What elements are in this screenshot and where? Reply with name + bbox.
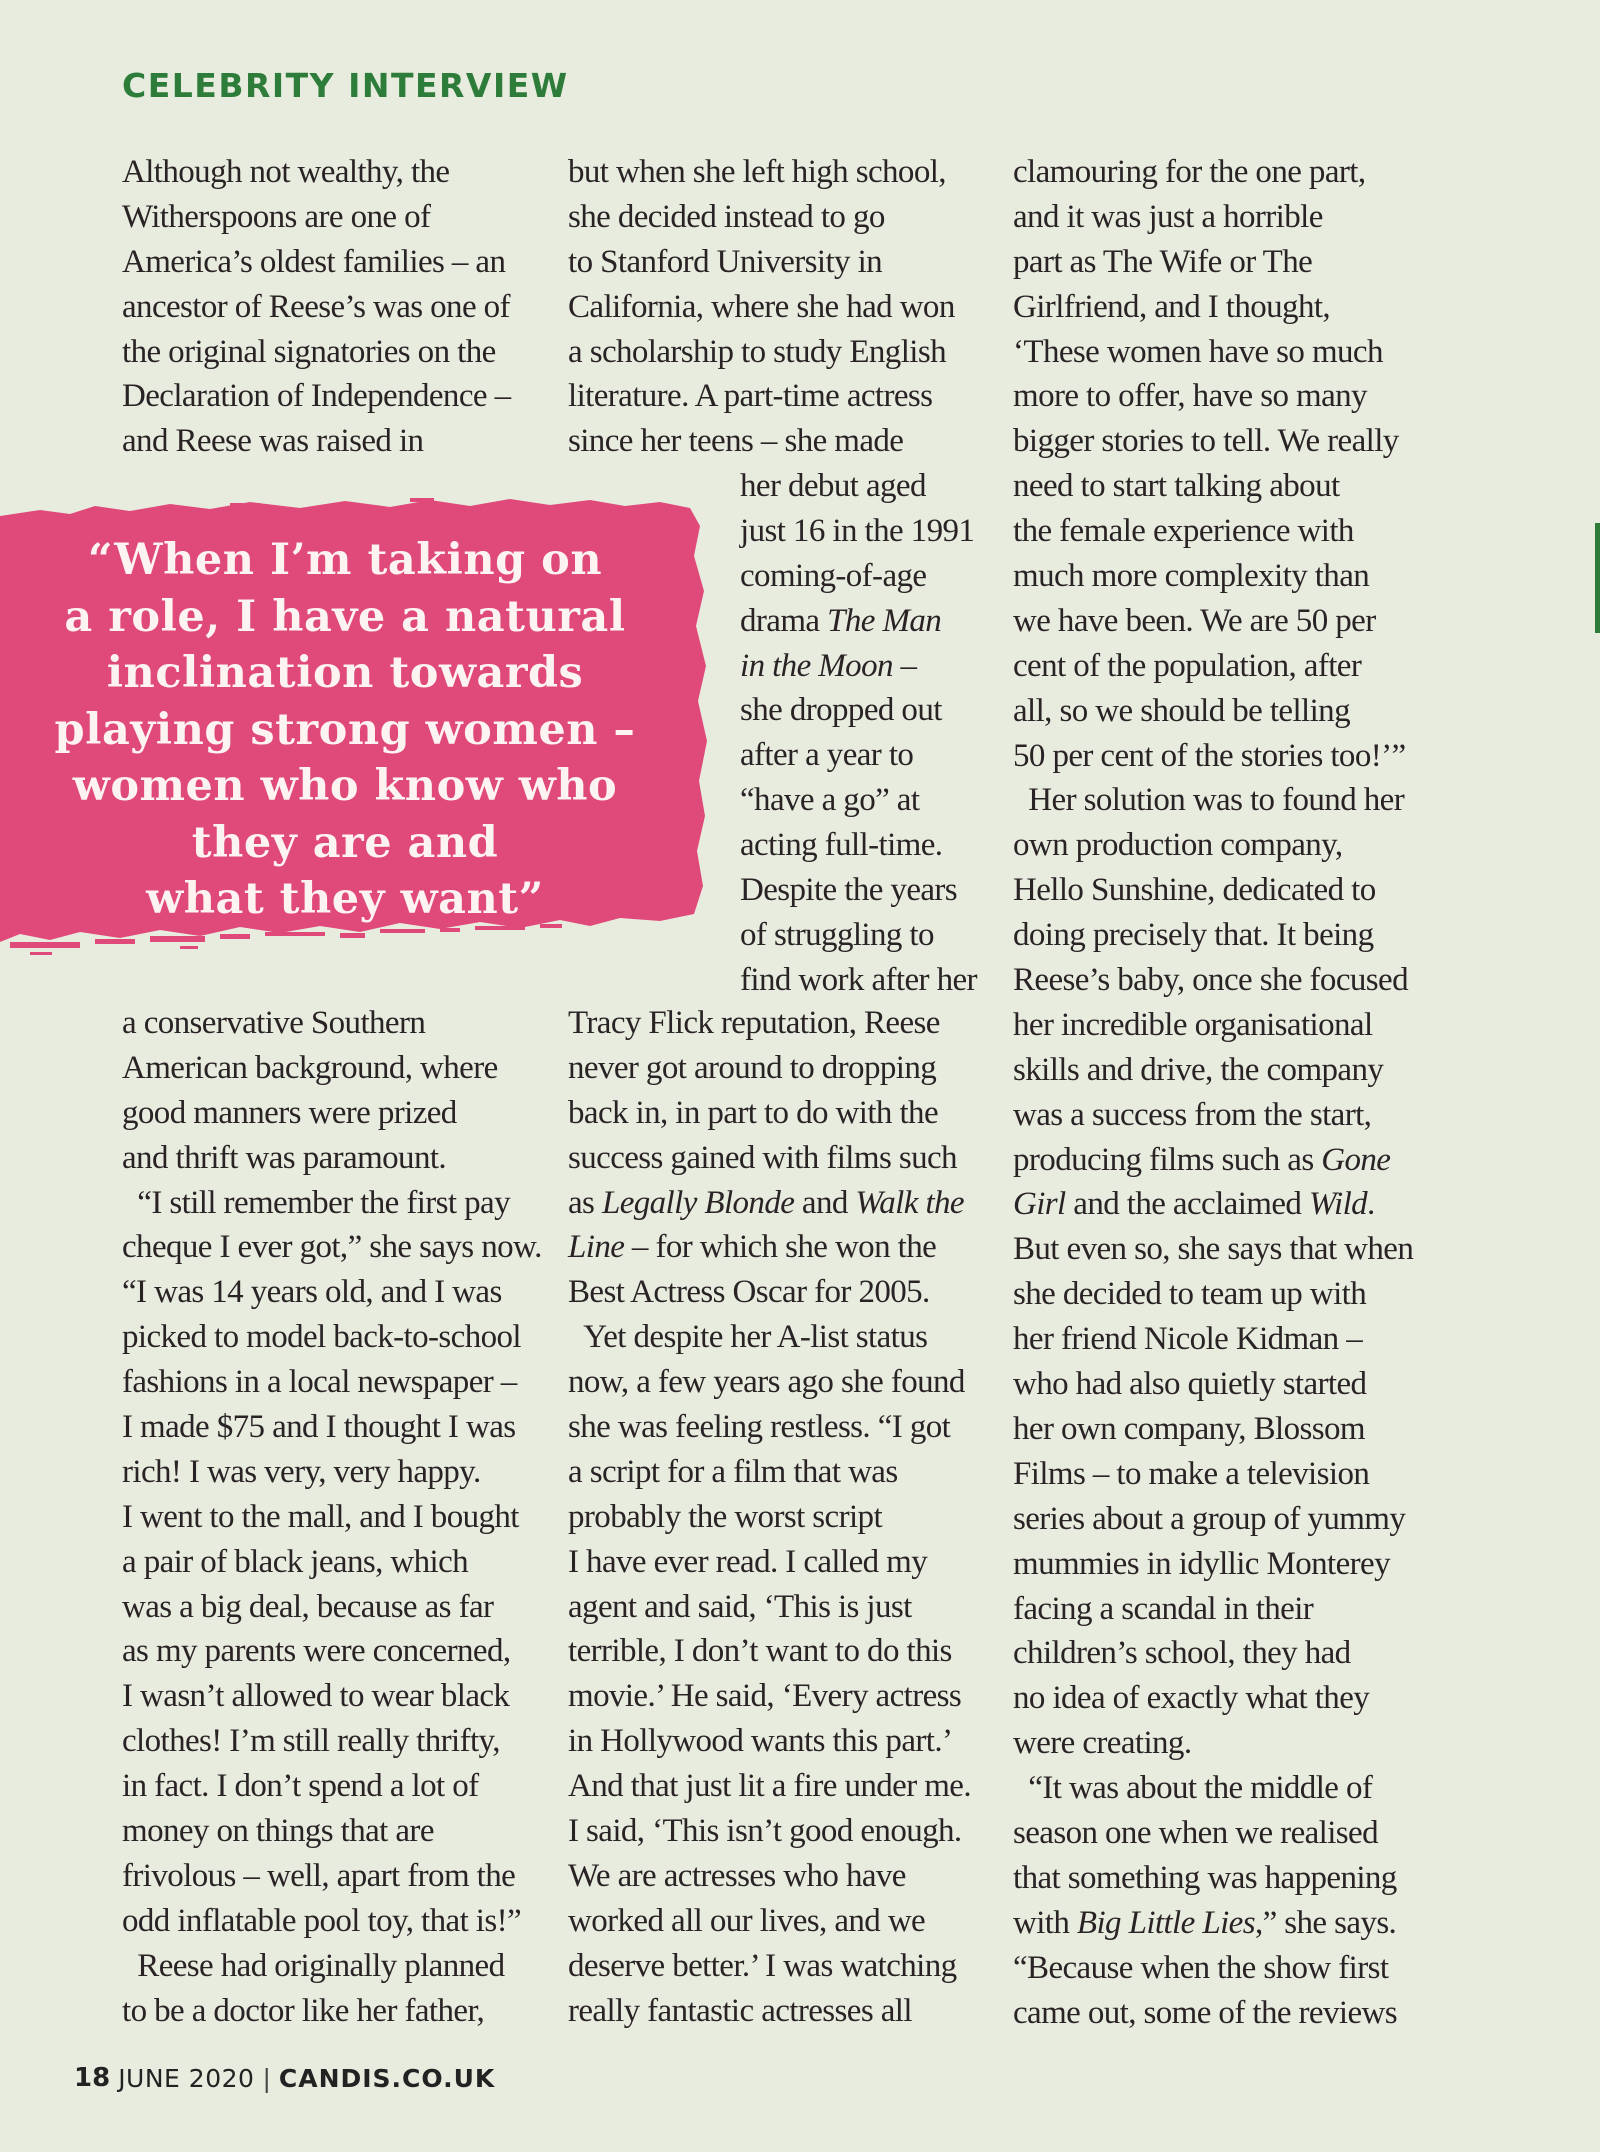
text-line: her own company, Blossom — [1013, 1410, 1365, 1447]
text-line: probably the worst script — [568, 1498, 883, 1535]
text-line: Hello Sunshine, dedicated to — [1013, 872, 1376, 909]
text-line: odd inflatable pool toy, that is!” — [122, 1902, 522, 1939]
text-line: and thrift was paramount. — [122, 1139, 447, 1176]
text-line: facing a scandal in their — [1013, 1590, 1314, 1627]
text-line: Reese had originally planned — [122, 1947, 505, 1984]
text-line: Although not wealthy, the — [122, 154, 450, 190]
film-title: Girl — [1013, 1186, 1066, 1223]
column-2-bottom — [568, 1001, 971, 2033]
text-line: skills and drive, the company — [1013, 1051, 1384, 1088]
text-line: in Hollywood wants this part.’ — [568, 1723, 953, 1760]
text-line — [1013, 1138, 1413, 1183]
text-line: really fantastic actresses all — [568, 1992, 912, 2029]
side-tab-marker — [1595, 523, 1600, 633]
footer-separator: | — [262, 2063, 271, 2093]
text-line: Declaration of Independence – — [122, 378, 511, 415]
text-line: the female experience with — [1013, 513, 1354, 550]
text-line: series about a group of yummy — [1013, 1500, 1406, 1537]
film-title: in the Moon — [740, 647, 893, 684]
text-run: producing films such as — [1013, 1141, 1322, 1178]
text-line: but when she left high school, — [568, 154, 946, 190]
text-line: Tracy Flick reputation, Reese — [568, 1005, 940, 1041]
text-line: a scholarship to study English — [568, 333, 946, 370]
pull-quote — [0, 496, 710, 966]
text-line: came out, some of the reviews — [1013, 1994, 1397, 2031]
pull-quote-line: “When I’m taking on — [87, 535, 603, 585]
text-line: season one when we realised — [1013, 1814, 1378, 1851]
text-line: “have a go” at — [740, 782, 920, 819]
text-line — [1013, 1182, 1413, 1227]
text-line: all, so we should be telling — [1013, 692, 1350, 729]
film-title: Wild — [1308, 1186, 1368, 1223]
text-line: Girlfriend, and I thought, — [1013, 288, 1331, 325]
text-line: Her solution was to found her — [1013, 782, 1405, 819]
film-title: The Man — [827, 602, 942, 639]
text-line: now, a few years ago she found — [568, 1364, 965, 1401]
text-line: her debut aged — [740, 468, 926, 504]
text-line: never got around to dropping — [568, 1049, 937, 1086]
text-line: she decided to team up with — [1013, 1276, 1367, 1313]
pull-quote-line: women who know who — [72, 761, 618, 811]
pull-quote-line: playing strong women – — [54, 704, 636, 755]
pull-quote-line: they are and — [191, 817, 499, 868]
text-line: in fact. I don’t spend a lot of — [122, 1768, 479, 1805]
text-line: cent of the population, after — [1013, 647, 1362, 684]
text-line: doing precisely that. It being — [1013, 917, 1374, 954]
text-line: more to offer, have so many — [1013, 378, 1367, 415]
text-line: Reese’s baby, once she focused — [1013, 962, 1408, 999]
text-line: back in, in part to do with the — [568, 1094, 938, 1131]
text-line: cheque I ever got,” she says now. — [122, 1229, 542, 1266]
text-line: we have been. We are 50 per — [1013, 602, 1376, 639]
film-title: Walk the — [855, 1184, 964, 1221]
text-run: – — [892, 647, 917, 684]
text-run: . — [1367, 1186, 1375, 1223]
text-line: acting full-time. — [740, 827, 943, 864]
text-line: good manners were prized — [122, 1094, 457, 1131]
show-title: Big Little Lies — [1076, 1904, 1255, 1941]
text-line: frivolous – well, apart from the — [122, 1857, 516, 1894]
text-line: she dropped out — [740, 692, 942, 729]
issue-date: JUNE 2020 — [118, 2063, 255, 2093]
text-line: was a success from the start, — [1013, 1096, 1372, 1133]
column-2-top — [568, 150, 955, 464]
text-line: of struggling to — [740, 916, 934, 953]
text-line: since her teens – she made — [568, 423, 904, 460]
text-line — [568, 1181, 971, 1226]
film-title: Gone — [1321, 1141, 1391, 1178]
text-line: literature. A part-time actress — [568, 378, 933, 415]
section-label: CELEBRITY INTERVIEW — [122, 66, 569, 105]
text-line — [1013, 1901, 1413, 1946]
text-line: fashions in a local newspaper – — [122, 1364, 517, 1401]
text-line: I made $75 and I thought I was — [122, 1409, 516, 1446]
page-number: 18 — [74, 2063, 111, 2093]
text-line: And that just lit a fire under me. — [568, 1768, 971, 1805]
pull-quote-line: a role, I have a natural — [64, 591, 626, 642]
text-line: own production company, — [1013, 827, 1343, 864]
text-line: “I was 14 years old, and I was — [122, 1274, 502, 1311]
film-title: Line — [568, 1229, 625, 1266]
text-line: Despite the years — [740, 872, 958, 909]
text-line: as my parents were concerned, — [122, 1633, 511, 1670]
text-run: – for which she won the — [624, 1229, 937, 1266]
text-line: find work after her — [740, 961, 977, 998]
text-line: Yet despite her A-list status — [568, 1319, 928, 1356]
text-line: a script for a film that was — [568, 1453, 898, 1490]
text-line — [740, 644, 977, 689]
text-line: the original signatories on the — [122, 333, 496, 370]
text-run: with — [1013, 1904, 1077, 1941]
text-line: to be a doctor like her father, — [122, 1992, 485, 2029]
text-line: much more complexity than — [1013, 558, 1370, 595]
text-line: to Stanford University in — [568, 243, 883, 280]
text-line: “I still remember the first pay — [122, 1184, 510, 1221]
text-line: success gained with films such — [568, 1139, 957, 1176]
text-line: no idea of exactly what they — [1013, 1680, 1370, 1717]
text-line: just 16 in the 1991 — [740, 512, 975, 549]
film-title: Legally Blonde — [601, 1184, 795, 1221]
pull-quote-line: inclination towards — [106, 648, 584, 698]
text-line: deserve better.’ I was watching — [568, 1947, 957, 1984]
text-line: picked to model back-to-school — [122, 1319, 521, 1356]
text-line: I have ever read. I called my — [568, 1543, 928, 1580]
text-run: and the acclaimed — [1065, 1186, 1309, 1223]
text-line: children’s school, they had — [1013, 1635, 1351, 1672]
text-line: Witherspoons are one of — [122, 198, 431, 235]
text-line: American background, where — [122, 1049, 498, 1086]
text-line: terrible, I don’t want to do this — [568, 1633, 952, 1670]
text-line: I went to the mall, and I bought — [122, 1498, 519, 1535]
text-line: California, where she had won — [568, 288, 955, 325]
text-line: ‘These women have so much — [1013, 333, 1383, 370]
text-line: agent and said, ‘This is just — [568, 1588, 912, 1625]
text-line: rich! I was very, very happy. — [122, 1453, 481, 1490]
text-run: ,” she says. — [1254, 1904, 1397, 1941]
text-line: worked all our lives, and we — [568, 1902, 926, 1939]
text-line: money on things that are — [122, 1813, 434, 1850]
column-1-top — [122, 150, 510, 464]
text-line: bigger stories to tell. We really — [1013, 423, 1399, 460]
text-line — [568, 1225, 971, 1270]
text-line: movie.’ He said, ‘Every actress — [568, 1678, 962, 1715]
column-2-narrow — [740, 464, 977, 1003]
text-line: who had also quietly started — [1013, 1366, 1367, 1403]
text-line: a conservative Southern — [122, 1005, 426, 1041]
text-line: after a year to — [740, 737, 914, 774]
text-line: coming-of-age — [740, 557, 927, 594]
text-line: I wasn’t allowed to wear black — [122, 1678, 510, 1715]
text-line — [740, 599, 977, 644]
text-line: her friend Nicole Kidman – — [1013, 1321, 1363, 1358]
site-url: CANDIS.CO.UK — [278, 2063, 496, 2093]
text-line: and it was just a horrible — [1013, 198, 1323, 235]
page-footer — [74, 2063, 495, 2093]
text-line: her incredible organisational — [1013, 1006, 1373, 1043]
column-3 — [1013, 150, 1413, 2035]
text-line: part as The Wife or The — [1013, 243, 1313, 280]
text-line: and Reese was raised in — [122, 423, 424, 460]
text-run: as — [568, 1184, 602, 1221]
text-line: she decided instead to go — [568, 198, 885, 235]
text-line: a pair of black jeans, which — [122, 1543, 469, 1580]
pull-quote-line: what they want” — [146, 874, 544, 924]
text-line: “Because when the show first — [1013, 1949, 1389, 1986]
text-line: she was feeling restless. “I got — [568, 1409, 951, 1446]
text-run: and — [794, 1184, 856, 1221]
text-line: were creating. — [1013, 1725, 1192, 1762]
text-line: Best Actress Oscar for 2005. — [568, 1274, 930, 1311]
text-line: We are actresses who have — [568, 1857, 906, 1894]
text-line: was a big deal, because as far — [122, 1588, 494, 1625]
text-line: mummies in idyllic Monterey — [1013, 1545, 1390, 1582]
text-line: 50 per cent of the stories too!’” — [1013, 737, 1406, 774]
text-run: drama — [740, 602, 828, 639]
text-line: that something was happening — [1013, 1859, 1397, 1896]
text-line: Films – to make a television — [1013, 1455, 1370, 1492]
text-line: But even so, she says that when — [1013, 1231, 1414, 1268]
text-line: “It was about the middle of — [1013, 1770, 1373, 1807]
text-line: clothes! I’m still really thrifty, — [122, 1723, 500, 1760]
text-line: ancestor of Reese’s was one of — [122, 288, 510, 325]
text-line: clamouring for the one part, — [1013, 154, 1366, 190]
pull-quote-text — [0, 532, 690, 928]
text-line: I said, ‘This isn’t good enough. — [568, 1813, 962, 1850]
text-line: need to start talking about — [1013, 468, 1340, 505]
column-1-bottom — [122, 1001, 542, 2033]
text-line: America’s oldest families – an — [122, 243, 506, 280]
